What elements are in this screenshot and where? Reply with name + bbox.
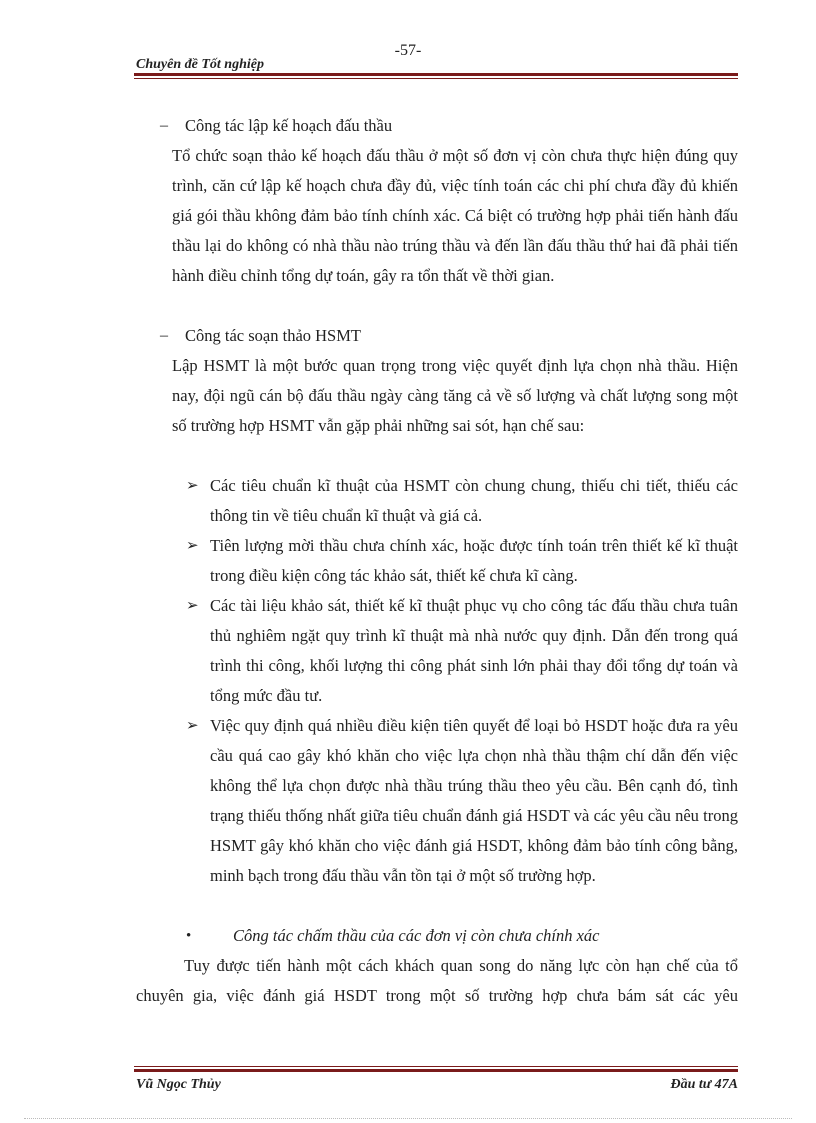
arrow-bullet-icon: ➢ bbox=[186, 598, 199, 614]
sub-item-2: Tiên lượng mời thầu chưa chính xác, hoặc được tính toán trên thiết kế kĩ thuật trong điều kiện công tác khảo sát, thiết kế chưa kĩ càng. bbox=[210, 536, 738, 585]
header-title: Chuyên đề Tốt nghiệp bbox=[136, 57, 264, 72]
dot-bullet-icon: • bbox=[186, 928, 192, 944]
header-rule-thick bbox=[134, 73, 738, 76]
item2-paragraph: Lập HSMT là một bước quan trọng trong việc quyết định lựa chọn nhà thầu. Hiện nay, đội ngũ cán bộ đấu thầu ngày càng tăng cả về số lượng và chất lượng song một số trường hợp HSMT vẫn gặp phải những sai sót, hạn chế sau: bbox=[172, 356, 738, 435]
sub-item-4: Việc quy định quá nhiều điều kiện tiên quyết để loại bỏ HSDT hoặc đưa ra yêu cầu quá cao gây khó khăn cho việc lựa chọn nhà thầu thậm chí dẫn đến việc không thể lựa chọn được nhà thầu trúng thầu theo yêu cầu. Bên cạnh đó, tình trạng thiếu thống nhất giữa tiêu chuẩn đánh giá HSDT và các yêu cầu nêu trong HSMT gây khó khăn cho việc đánh giá HSDT, không đảm bảo tính công bằng, minh bạch trong đấu thầu vẫn tồn tại ở một số trường hợp. bbox=[210, 716, 738, 885]
sub-item-3: Các tài liệu khảo sát, thiết kế kĩ thuật phục vụ cho công tác đấu thầu chưa tuân thủ nghiêm ngặt quy trình kĩ thuật mà nhà nước quy định. Dẫn đến trong quá trình thi công, khối lượng thi công phát sinh lớn phải thay đổi tổng dự toán và tổng mức đầu tư. bbox=[210, 596, 738, 705]
footer-rule-thin bbox=[134, 1066, 738, 1067]
footer-author: Vũ Ngọc Thủy bbox=[136, 1077, 221, 1092]
footer-rule-thick bbox=[134, 1069, 738, 1072]
item2-heading: Công tác soạn thảo HSMT bbox=[185, 326, 361, 345]
item3-heading: Công tác chấm thầu của các đơn vị còn chưa chính xác bbox=[233, 926, 600, 945]
dash-bullet: – bbox=[160, 327, 168, 344]
page-bottom-border bbox=[24, 1118, 792, 1119]
footer-class: Đầu tư 47A bbox=[670, 1077, 738, 1092]
arrow-bullet-icon: ➢ bbox=[186, 478, 199, 494]
item1-paragraph: Tổ chức soạn thảo kế hoạch đấu thầu ở một số đơn vị còn chưa thực hiện đúng quy trình, căn cứ lập kế hoạch chưa đầy đủ, việc tính toán các chi phí chưa đầy đủ khiến giá gói thầu không đảm bảo tính chính xác. Cá biệt có trường hợp phải tiến hành đấu thầu lại do không có nhà thầu nào trúng thầu và đến lần đấu thầu thứ hai đã phải tiến hành điều chỉnh tổng dự toán, gây ra tổn thất về thời gian. bbox=[172, 146, 738, 285]
item1-heading: Công tác lập kế hoạch đấu thầu bbox=[185, 116, 393, 135]
sub-item-1: Các tiêu chuẩn kĩ thuật của HSMT còn chung chung, thiếu chi tiết, thiếu các thông tin về tiêu chuẩn kĩ thuật và giá cả. bbox=[210, 476, 738, 525]
arrow-bullet-icon: ➢ bbox=[186, 718, 199, 734]
header-rule-thin bbox=[134, 78, 738, 79]
dash-bullet: – bbox=[160, 117, 168, 134]
page-number: -57- bbox=[394, 42, 422, 59]
arrow-bullet-icon: ➢ bbox=[186, 538, 199, 554]
item3-paragraph: Tuy được tiến hành một cách khách quan song do năng lực còn hạn chế của tổ chuyên gia, việc đánh giá HSDT trong một số trường hợp chưa bám sát các yêu bbox=[136, 956, 738, 1005]
